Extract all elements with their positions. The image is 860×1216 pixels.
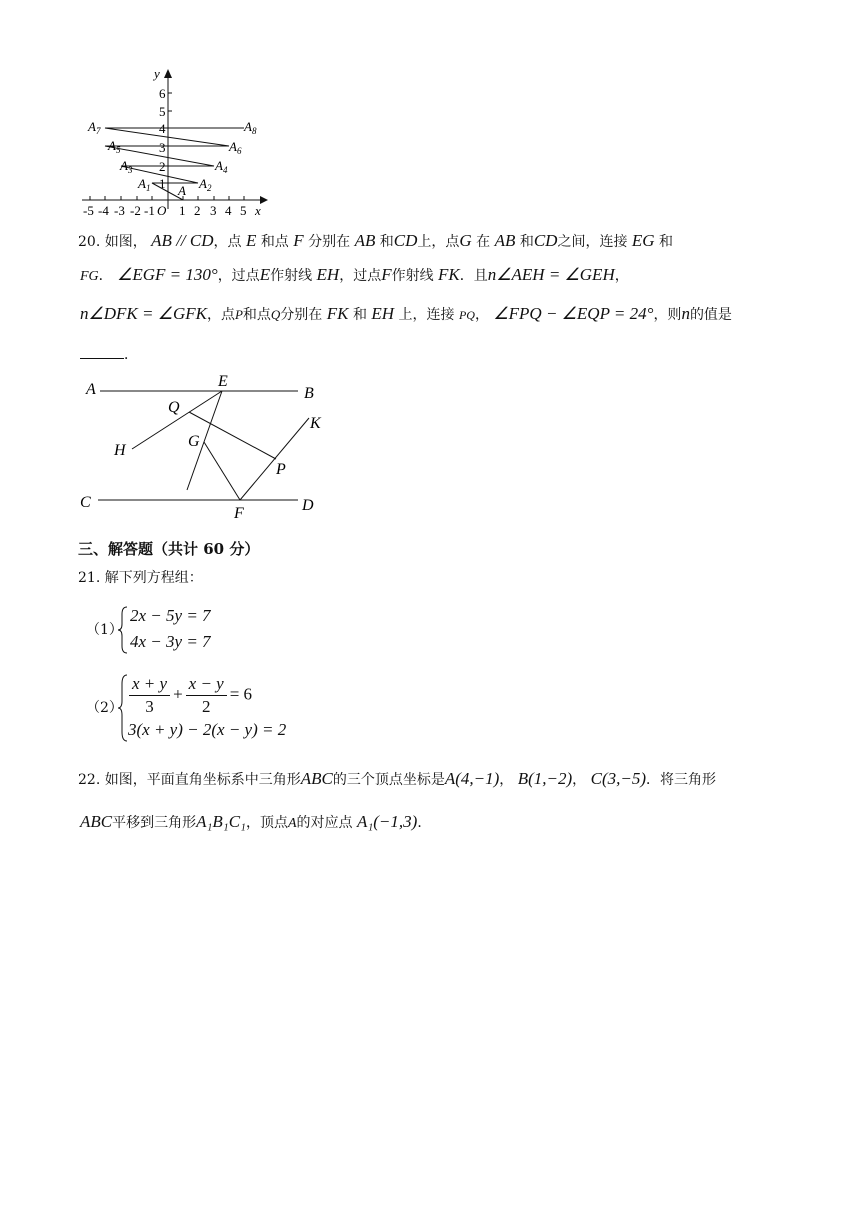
q21-number: 21. xyxy=(78,570,101,586)
label-A: A xyxy=(86,381,96,398)
coordinate-figure xyxy=(78,64,278,222)
q21-part2: （2） $\frac{x + y}{3}$ + $\frac{x - y}{2}$ = 6 3(x + y) − 2(x − y) = 2 xyxy=(86,674,326,744)
label-H: H xyxy=(114,442,126,459)
origin-label: O xyxy=(157,203,167,218)
y-tick-5: 5 xyxy=(159,104,166,119)
q21-stem: 21. 解下列方程组： xyxy=(78,570,203,586)
p1-equation-2: 4x − 3y = 7 xyxy=(130,632,211,651)
label-F: F xyxy=(234,505,244,522)
x-tick-2: 2 xyxy=(194,203,201,218)
point-B-coord: B(1,−2) xyxy=(517,769,573,788)
axis-y-label: y xyxy=(154,66,160,81)
point-A4-label: $A_4$ xyxy=(215,158,228,175)
p2-equation-1: $\frac{x + y}{3}$ + $\frac{x - y}{2}$ = 6 xyxy=(126,674,252,717)
y-tick-1: 1 xyxy=(159,176,166,191)
point-A7-label: $A_7$ xyxy=(88,119,101,136)
y-axis-arrow-icon xyxy=(164,69,172,78)
label-G: G xyxy=(188,433,200,450)
y-tick-2: 2 xyxy=(159,159,166,174)
x-axis-arrow-icon xyxy=(260,196,268,204)
y-tick-3: 3 xyxy=(159,140,166,155)
q22-line-2: ABC平移到三角形A₁B₁C₁，顶点A的对应点 A₁(−1,3)． xyxy=(80,812,432,831)
label-K: K xyxy=(310,415,321,432)
q20-line-3: n∠DFK = ∠GFK，点P和点Q分别在 FK 和 EH 上，连接 PQ， ∠FPQ − ∠EQP = 24°，则n的值是 xyxy=(80,304,732,323)
x-tick-neg3: -3 xyxy=(114,203,125,218)
label-D: D xyxy=(302,497,314,514)
point-A2-label: $A_2$ xyxy=(199,176,212,193)
segment-GF xyxy=(204,442,240,500)
q22-line-1: 22. 如图，平面直角坐标系中三角形ABC的三个顶点坐标是A(4,−1)， B(1,−2)， C(3,−5)．将三角形 xyxy=(78,769,716,788)
label-P: P xyxy=(276,461,286,478)
point-A5-label: $A_5$ xyxy=(108,138,121,155)
x-ticks xyxy=(90,196,244,200)
x-tick-5: 5 xyxy=(240,203,247,218)
point-A-coord: A(4,−1) xyxy=(444,769,500,788)
x-tick-neg2: -2 xyxy=(130,203,141,218)
ray-FK xyxy=(240,418,309,500)
x-tick-3: 3 xyxy=(210,203,217,218)
segment-QP xyxy=(189,412,276,459)
y-tick-4: 4 xyxy=(159,121,166,136)
q20-line-2: FG． ∠EGF = 130°，过点E作射线 EH，过点F作射线 FK．且n∠AEH = ∠GEH， xyxy=(80,265,629,284)
section-3-title: 三、解答题（共计 60 分） xyxy=(78,540,260,558)
point-A8-label: $A_8$ xyxy=(244,119,257,136)
q21-part1: （1） 2x − 5y = 7 4x − 3y = 7 xyxy=(86,604,286,656)
x-tick-4: 4 xyxy=(225,203,232,218)
angle-egf: ∠EGF = 130° xyxy=(117,265,218,284)
condition-1: n∠AEH = ∠GEH xyxy=(487,265,615,284)
x-tick-1: 1 xyxy=(179,203,186,218)
q20-number: 20. xyxy=(78,234,101,250)
q22-number: 22. xyxy=(78,772,101,788)
label-Q: Q xyxy=(168,399,180,416)
p1-equation-1: 2x − 5y = 7 xyxy=(130,606,211,625)
q20-line-1: 20. 如图， AB // CD，点 E 和点 F 分别在 AB 和CD上，点G 在 AB 和CD之间，连接 EG 和 xyxy=(78,231,674,250)
axis-x-label: x xyxy=(255,203,261,218)
label-C: C xyxy=(80,494,91,511)
condition-2: n∠DFK = ∠GFK xyxy=(80,304,207,323)
answer-blank xyxy=(80,344,124,359)
point-A1-coord: A₁(−1,3) xyxy=(356,812,418,831)
q20-figure xyxy=(76,370,326,522)
ab-parallel-cd: AB // CD xyxy=(151,231,214,250)
p2-equation-2: 3(x + y) − 2(x − y) = 2 xyxy=(128,720,287,739)
left-brace-icon xyxy=(118,606,128,654)
x-tick-neg1: -1 xyxy=(144,203,155,218)
label-E: E xyxy=(218,373,228,390)
point-A-label: A xyxy=(178,183,186,198)
x-tick-neg4: -4 xyxy=(98,203,109,218)
point-C-coord: C(3,−5) xyxy=(590,769,646,788)
y-tick-6: 6 xyxy=(159,86,166,101)
x-tick-neg5: -5 xyxy=(83,203,94,218)
condition-3: ∠FPQ − ∠EQP = 24° xyxy=(493,304,654,323)
point-A1-label: $A_1$ xyxy=(138,176,151,193)
label-B: B xyxy=(304,385,314,402)
q20-answer-blank: ． xyxy=(80,344,138,362)
point-A6-label: $A_6$ xyxy=(229,139,242,156)
point-A3-label: $A_3$ xyxy=(120,158,133,175)
